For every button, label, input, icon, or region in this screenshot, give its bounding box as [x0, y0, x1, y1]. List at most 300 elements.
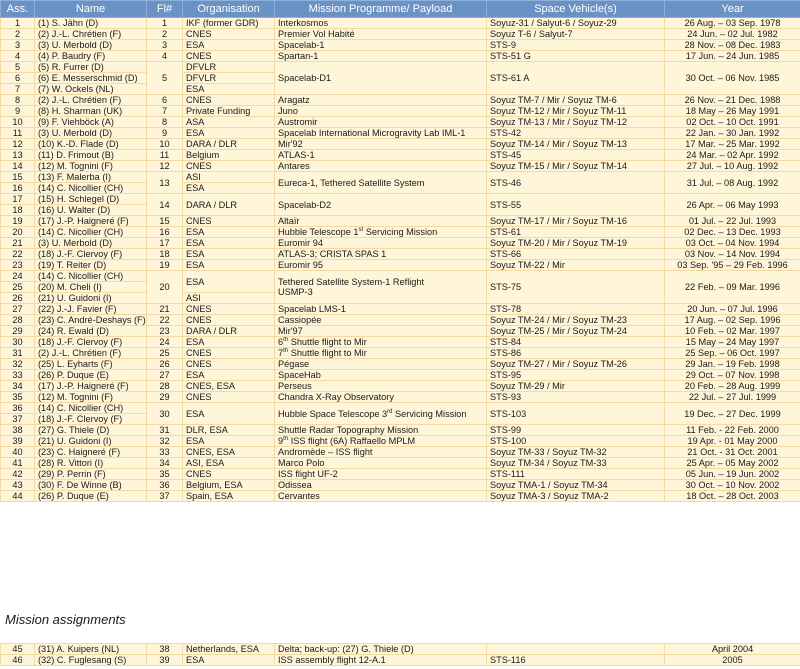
organisation-cell: ESA	[183, 337, 275, 348]
ass-cell: 32	[1, 359, 35, 370]
flight-number-cell: 27	[147, 370, 183, 381]
organisation-cell: CNES	[183, 216, 275, 227]
vehicle-cell: STS-75	[487, 271, 665, 304]
ass-cell: 40	[1, 447, 35, 458]
vehicle-cell: STS-51 G	[487, 51, 665, 62]
year-cell: 11 Feb. - 22 Feb. 2000	[665, 425, 800, 436]
flight-number-cell: 22	[147, 315, 183, 326]
vehicle-cell: STS-45	[487, 150, 665, 161]
organisation-cell: CNES	[183, 469, 275, 480]
vehicle-cell: Soyuz TMA-1 / Soyuz TM-34	[487, 480, 665, 491]
assignments-body	[1, 644, 800, 666]
name-cell: (28) R. Vittori (I)	[35, 458, 147, 469]
table-row	[1, 194, 800, 205]
name-cell: (1) S. Jähn (D)	[35, 18, 147, 29]
table-row	[1, 359, 800, 370]
ass-cell: 34	[1, 381, 35, 392]
ass-cell: 21	[1, 238, 35, 249]
name-cell: (7) W. Ockels (NL)	[35, 84, 147, 95]
flight-number-cell: 39	[147, 655, 183, 666]
vehicle-cell: Soyuz TM-25 / Mir / Soyuz TM-24	[487, 326, 665, 337]
vehicle-cell: STS-9	[487, 40, 665, 51]
table-row	[1, 271, 800, 282]
flight-number-cell: 28	[147, 381, 183, 392]
table-row	[1, 172, 800, 183]
year-cell: 22 Feb. – 09 Mar. 1996	[665, 271, 800, 304]
assignments-table	[0, 643, 800, 666]
name-cell: (18) J.-F. Clervoy (F)	[35, 249, 147, 260]
name-cell: (3) U. Merbold (D)	[35, 238, 147, 249]
table-row	[1, 18, 800, 29]
organisation-cell: DFVLR	[183, 62, 275, 73]
organisation-cell: Belgium	[183, 150, 275, 161]
ass-cell: 38	[1, 425, 35, 436]
organisation-cell: ESA	[183, 183, 275, 194]
mission-cell: Spacelab International Microgravity Lab IML-1	[275, 128, 487, 139]
name-cell: (2) J.-L. Chrétien (F)	[35, 95, 147, 106]
table-row	[1, 29, 800, 40]
vehicle-cell: Soyuz TM-20 / Mir / Soyuz TM-19	[487, 238, 665, 249]
vehicle-cell: STS-116	[487, 655, 665, 666]
year-cell: 31 Jul. – 08 Aug. 1992	[665, 172, 800, 194]
ass-cell: 20	[1, 227, 35, 238]
header-ass: Ass.	[1, 1, 35, 18]
organisation-cell: CNES	[183, 392, 275, 403]
flight-number-cell: 37	[147, 491, 183, 502]
mission-cell	[275, 227, 487, 238]
name-cell: (32) C. Fuglesang (S)	[35, 655, 147, 666]
organisation-cell: DARA / DLR	[183, 139, 275, 150]
ass-cell: 27	[1, 304, 35, 315]
ass-cell: 11	[1, 128, 35, 139]
mission-text: 7	[278, 348, 284, 358]
flight-number-cell: 13	[147, 172, 183, 194]
mission-cell: Spartan-1	[275, 51, 487, 62]
ass-cell: 18	[1, 205, 35, 216]
name-cell: (2) J.-L. Chrétien (F)	[35, 348, 147, 359]
mission-cell: Spacelab-D2	[275, 194, 487, 216]
year-cell: 21 Oct. - 31 Oct. 2001	[665, 447, 800, 458]
mission-cell: Mir'92	[275, 139, 487, 150]
table-row	[1, 117, 800, 128]
ass-cell: 2	[1, 29, 35, 40]
ass-cell: 33	[1, 370, 35, 381]
organisation-cell: ESA	[183, 84, 275, 95]
mission-text: Hubble Telescope 1	[278, 227, 359, 237]
flights-body	[1, 18, 800, 502]
name-cell: (17) J.-P. Haigneré (F)	[35, 381, 147, 392]
vehicle-cell: Soyuz TM-24 / Mir / Soyuz TM-23	[487, 315, 665, 326]
name-cell: (22) J.-J. Favier (F)	[35, 304, 147, 315]
name-cell: (23) C. André-Deshays (F)	[35, 315, 147, 326]
flight-number-cell: 36	[147, 480, 183, 491]
year-cell: 17 Aug. – 02 Sep. 1996	[665, 315, 800, 326]
ass-cell: 13	[1, 150, 35, 161]
year-cell: 03 Sep. '95 – 29 Feb. 1996	[665, 260, 800, 271]
mission-cell: Antares	[275, 161, 487, 172]
table-row	[1, 447, 800, 458]
name-cell: (26) P. Duque (E)	[35, 491, 147, 502]
table-row	[1, 315, 800, 326]
table-row	[1, 139, 800, 150]
table-row	[1, 227, 800, 238]
organisation-cell: ASA	[183, 117, 275, 128]
flight-number-cell: 1	[147, 18, 183, 29]
mission-cell: Spacelab-1	[275, 40, 487, 51]
mission-cell: ISS assembly flight 12-A.1	[275, 655, 487, 666]
header-year: Year	[665, 1, 800, 18]
year-cell: 19 Apr. - 01 May 2000	[665, 436, 800, 447]
mission-text-rest: ISS flight (6A) Raffaello MPLM	[288, 436, 416, 446]
flight-number-cell: 2	[147, 29, 183, 40]
mission-cell: Chandra X-Ray Observatory	[275, 392, 487, 403]
flight-number-cell: 3	[147, 40, 183, 51]
mission-text: 9	[278, 436, 284, 446]
name-cell: (31) A. Kuipers (NL)	[35, 644, 147, 655]
flight-number-cell: 33	[147, 447, 183, 458]
ass-cell: 46	[1, 655, 35, 666]
ass-cell: 31	[1, 348, 35, 359]
vehicle-cell: Soyuz TM-13 / Mir / Soyuz TM-12	[487, 117, 665, 128]
vehicle-cell: Soyuz TM-15 / Mir / Soyuz TM-14	[487, 161, 665, 172]
ass-cell: 6	[1, 73, 35, 84]
name-cell: (30) F. De Winne (B)	[35, 480, 147, 491]
ass-cell: 19	[1, 216, 35, 227]
organisation-cell: DFVLR	[183, 73, 275, 84]
vehicle-cell: STS-100	[487, 436, 665, 447]
organisation-cell: Spain, ESA	[183, 491, 275, 502]
table-row	[1, 249, 800, 260]
vehicle-cell: Soyuz TM-7 / Mir / Soyuz TM-6	[487, 95, 665, 106]
name-cell: (6) E. Messerschmid (D)	[35, 73, 147, 84]
vehicle-cell: STS-103	[487, 403, 665, 425]
organisation-cell: ESA	[183, 128, 275, 139]
ass-cell: 41	[1, 458, 35, 469]
organisation-cell: ESA	[183, 271, 275, 293]
year-cell: 25 Sep. – 06 Oct. 1997	[665, 348, 800, 359]
name-cell: (16) U. Walter (D)	[35, 205, 147, 216]
organisation-cell: CNES	[183, 95, 275, 106]
name-cell: (14) C. Nicollier (CH)	[35, 403, 147, 414]
flight-number-cell: 12	[147, 161, 183, 172]
year-cell: 18 Oct. – 28 Oct. 2003	[665, 491, 800, 502]
mission-text-rest: Shuttle flight to Mir	[288, 337, 367, 347]
flight-number-cell: 31	[147, 425, 183, 436]
mission-cell: ATLAS-3; CRISTA SPAS 1	[275, 249, 487, 260]
organisation-cell: CNES	[183, 315, 275, 326]
year-cell: 20 Jun. – 07 Jul. 1996	[665, 304, 800, 315]
name-cell: (18) J.-F. Clervoy (F)	[35, 337, 147, 348]
ass-cell: 24	[1, 271, 35, 282]
ass-cell: 22	[1, 249, 35, 260]
mission-text: Tethered Satellite System-1 Reflight	[278, 277, 425, 287]
ass-cell: 45	[1, 644, 35, 655]
name-cell: (27) G. Thiele (D)	[35, 425, 147, 436]
name-cell: (8) H. Sharman (UK)	[35, 106, 147, 117]
table-row	[1, 381, 800, 392]
ass-cell: 4	[1, 51, 35, 62]
name-cell: (9) F. Viehböck (A)	[35, 117, 147, 128]
mission-cell: Euromir 94	[275, 238, 487, 249]
flight-number-cell: 16	[147, 227, 183, 238]
year-cell: 26 Nov. – 21 Dec. 1988	[665, 95, 800, 106]
mission-ordinal: st	[358, 226, 364, 233]
flight-number-cell: 9	[147, 128, 183, 139]
mission-cell: Premier Vol Habité	[275, 29, 487, 40]
ass-cell: 43	[1, 480, 35, 491]
ass-cell: 16	[1, 183, 35, 194]
mission-cell: Aragatz	[275, 95, 487, 106]
year-cell: 15 May – 24 May 1997	[665, 337, 800, 348]
ass-cell: 14	[1, 161, 35, 172]
table-row	[1, 95, 800, 106]
header-flight: Fl#	[147, 1, 183, 18]
flight-number-cell: 5	[147, 62, 183, 95]
ass-cell: 37	[1, 414, 35, 425]
year-cell: 19 Dec. – 27 Dec. 1999	[665, 403, 800, 425]
flight-number-cell: 29	[147, 392, 183, 403]
organisation-cell: Belgium, ESA	[183, 480, 275, 491]
ass-cell: 29	[1, 326, 35, 337]
vehicle-cell: Soyuz TM-34 / Soyuz TM-33	[487, 458, 665, 469]
name-cell: (10) K.-D. Flade (D)	[35, 139, 147, 150]
vehicle-cell: Soyuz TM-33 / Soyuz TM-32	[487, 447, 665, 458]
header-name: Name	[35, 1, 147, 18]
mission-cell: Spacelab LMS-1	[275, 304, 487, 315]
ass-cell: 7	[1, 84, 35, 95]
year-cell: 24 Jun. – 02 Jul. 1982	[665, 29, 800, 40]
table-row	[1, 491, 800, 502]
organisation-cell: ESA	[183, 655, 275, 666]
flight-number-cell: 14	[147, 194, 183, 216]
header-row	[1, 1, 800, 18]
mission-ordinal: th	[283, 347, 289, 354]
vehicle-cell: STS-86	[487, 348, 665, 359]
mission-cell: ATLAS-1	[275, 150, 487, 161]
table-row	[1, 436, 800, 447]
year-cell: 29 Oct. – 07 Nov. 1998	[665, 370, 800, 381]
vehicle-cell: STS-55	[487, 194, 665, 216]
organisation-cell: ASI	[183, 172, 275, 183]
table-row	[1, 106, 800, 117]
mission-ordinal: rd	[387, 408, 393, 415]
table-row	[1, 40, 800, 51]
year-cell: 26 Aug. – 03 Sep. 1978	[665, 18, 800, 29]
ass-cell: 39	[1, 436, 35, 447]
table-row	[1, 62, 800, 73]
vehicle-cell: Soyuz TM-27 / Mir / Soyuz TM-26	[487, 359, 665, 370]
vehicle-cell: Soyuz T-6 / Salyut-7	[487, 29, 665, 40]
mission-cell: Euromir 95	[275, 260, 487, 271]
mission-cell: Delta; back-up: (27) G. Thiele (D)	[275, 644, 487, 655]
organisation-cell: DLR, ESA	[183, 425, 275, 436]
header-organisation: Organisation	[183, 1, 275, 18]
year-cell: 10 Feb. – 02 Mar. 1997	[665, 326, 800, 337]
year-cell: 17 Mar. – 25 Mar. 1992	[665, 139, 800, 150]
mission-cell	[275, 337, 487, 348]
ass-cell: 10	[1, 117, 35, 128]
mission-cell: Shuttle Radar Topography Mission	[275, 425, 487, 436]
flight-number-cell: 20	[147, 271, 183, 304]
flight-number-cell: 7	[147, 106, 183, 117]
name-cell: (12) M. Tognini (F)	[35, 392, 147, 403]
mission-cell: Interkosmos	[275, 18, 487, 29]
flight-number-cell: 25	[147, 348, 183, 359]
ass-cell: 3	[1, 40, 35, 51]
organisation-cell: CNES	[183, 51, 275, 62]
assignment-row	[1, 655, 800, 666]
year-cell: 28 Nov. – 08 Dec. 1983	[665, 40, 800, 51]
vehicle-cell: STS-66	[487, 249, 665, 260]
flight-number-cell: 18	[147, 249, 183, 260]
ass-cell: 36	[1, 403, 35, 414]
mission-cell: Odissea	[275, 480, 487, 491]
flight-number-cell: 26	[147, 359, 183, 370]
table-row	[1, 260, 800, 271]
table-row	[1, 392, 800, 403]
flight-number-cell: 17	[147, 238, 183, 249]
vehicle-cell: Soyuz TM-12 / Mir / Soyuz TM-11	[487, 106, 665, 117]
organisation-cell: CNES	[183, 304, 275, 315]
vehicle-cell: STS-93	[487, 392, 665, 403]
year-cell: April 2004	[665, 644, 800, 655]
year-cell: 18 May – 26 May 1991	[665, 106, 800, 117]
name-cell: (13) F. Malerba (I)	[35, 172, 147, 183]
ass-cell: 8	[1, 95, 35, 106]
name-cell: (18) J.-F. Clervoy (F)	[35, 414, 147, 425]
year-cell: 17 Jun. – 24 Jun. 1985	[665, 51, 800, 62]
vehicle-cell: Soyuz TM-17 / Mir / Soyuz TM-16	[487, 216, 665, 227]
flight-number-cell: 4	[147, 51, 183, 62]
vehicle-cell: STS-42	[487, 128, 665, 139]
table-row	[1, 161, 800, 172]
mission-cell: Andromède – ISS flight	[275, 447, 487, 458]
flight-number-cell: 21	[147, 304, 183, 315]
table-row	[1, 403, 800, 414]
name-cell: (19) T. Reiter (D)	[35, 260, 147, 271]
ass-cell: 23	[1, 260, 35, 271]
organisation-cell: ESA	[183, 370, 275, 381]
organisation-cell: DARA / DLR	[183, 326, 275, 337]
ass-cell: 17	[1, 194, 35, 205]
vehicle-cell: STS-95	[487, 370, 665, 381]
mission-cell: Cervantes	[275, 491, 487, 502]
flight-number-cell: 32	[147, 436, 183, 447]
table-row	[1, 370, 800, 381]
flight-number-cell: 10	[147, 139, 183, 150]
organisation-cell: ESA	[183, 249, 275, 260]
flight-number-cell: 8	[147, 117, 183, 128]
year-cell: 24 Mar. – 02 Apr. 1992	[665, 150, 800, 161]
year-cell: 03 Nov. – 14 Nov. 1994	[665, 249, 800, 260]
section-title: Mission assignments	[5, 612, 126, 627]
year-cell: 02 Dec. – 13 Dec. 1993	[665, 227, 800, 238]
ass-cell: 42	[1, 469, 35, 480]
name-cell: (5) R. Furrer (D)	[35, 62, 147, 73]
mission-cell: Eureca-1, Tethered Satellite System	[275, 172, 487, 194]
mission-cell: Pégase	[275, 359, 487, 370]
year-cell: 05 Jun. – 19 Jun. 2002	[665, 469, 800, 480]
mission-cell: Spacelab-D1	[275, 62, 487, 95]
table-row	[1, 337, 800, 348]
organisation-cell: CNES	[183, 29, 275, 40]
mission-text-rest: Servicing Mission	[363, 227, 438, 237]
name-cell: (24) R. Ewald (D)	[35, 326, 147, 337]
vehicle-cell: Soyuz TM-22 / Mir	[487, 260, 665, 271]
mission-cell: Altaïr	[275, 216, 487, 227]
name-cell: (2) J.-L. Chrétien (F)	[35, 29, 147, 40]
vehicle-cell: STS-99	[487, 425, 665, 436]
organisation-cell: CNES, ESA	[183, 447, 275, 458]
year-cell: 22 Jul. – 27 Jul. 1999	[665, 392, 800, 403]
flight-number-cell: 23	[147, 326, 183, 337]
mission-cell: Mir'97	[275, 326, 487, 337]
table-row	[1, 480, 800, 491]
vehicle-cell: STS-46	[487, 172, 665, 194]
table-row	[1, 469, 800, 480]
flight-number-cell: 38	[147, 644, 183, 655]
name-cell: (21) U. Guidoni (I)	[35, 293, 147, 304]
mission-cell: Cassiopée	[275, 315, 487, 326]
flight-number-cell: 24	[147, 337, 183, 348]
year-cell: 30 Oct. – 06 Nov. 1985	[665, 62, 800, 95]
year-cell: 30 Oct. – 10 Nov. 2002	[665, 480, 800, 491]
vehicle-cell: STS-61	[487, 227, 665, 238]
mission-cell: SpaceHab	[275, 370, 487, 381]
mission-cell	[275, 403, 487, 425]
mission-text-rest: Shuttle flight to Mir	[288, 348, 367, 358]
organisation-cell: IKF (former GDR)	[183, 18, 275, 29]
flight-number-cell: 34	[147, 458, 183, 469]
ass-cell: 15	[1, 172, 35, 183]
mission-cell	[275, 348, 487, 359]
organisation-cell: ESA	[183, 238, 275, 249]
flight-number-cell: 35	[147, 469, 183, 480]
mission-text-line2: USMP-3	[278, 287, 313, 297]
organisation-cell: DARA / DLR	[183, 194, 275, 216]
name-cell: (3) U. Merbold (D)	[35, 128, 147, 139]
ass-cell: 12	[1, 139, 35, 150]
name-cell: (23) C. Haigneré (F)	[35, 447, 147, 458]
organisation-cell: ESA	[183, 403, 275, 425]
organisation-cell: CNES	[183, 348, 275, 359]
name-cell: (20) M. Cheli (I)	[35, 282, 147, 293]
name-cell: (21) U. Guidoni (I)	[35, 436, 147, 447]
name-cell: (14) C. Nicollier (CH)	[35, 227, 147, 238]
ass-cell: 30	[1, 337, 35, 348]
ass-cell: 28	[1, 315, 35, 326]
flight-number-cell: 19	[147, 260, 183, 271]
name-cell: (29) P. Perrin (F)	[35, 469, 147, 480]
mission-cell: Marco Polo	[275, 458, 487, 469]
mission-cell	[275, 436, 487, 447]
organisation-cell: ESA	[183, 227, 275, 238]
name-cell: (11) D. Frimout (B)	[35, 150, 147, 161]
mission-cell: Austromir	[275, 117, 487, 128]
table-row	[1, 304, 800, 315]
vehicle-cell: STS-84	[487, 337, 665, 348]
organisation-cell: ASI, ESA	[183, 458, 275, 469]
year-cell: 25 Apr. – 05 May 2002	[665, 458, 800, 469]
table-row	[1, 425, 800, 436]
flight-number-cell: 6	[147, 95, 183, 106]
vehicle-cell	[487, 644, 665, 655]
table-row	[1, 128, 800, 139]
name-cell: (14) C. Nicollier (CH)	[35, 183, 147, 194]
mission-cell: Juno	[275, 106, 487, 117]
mission-text: Hubble Space Telescope 3	[278, 408, 388, 419]
ass-cell: 35	[1, 392, 35, 403]
